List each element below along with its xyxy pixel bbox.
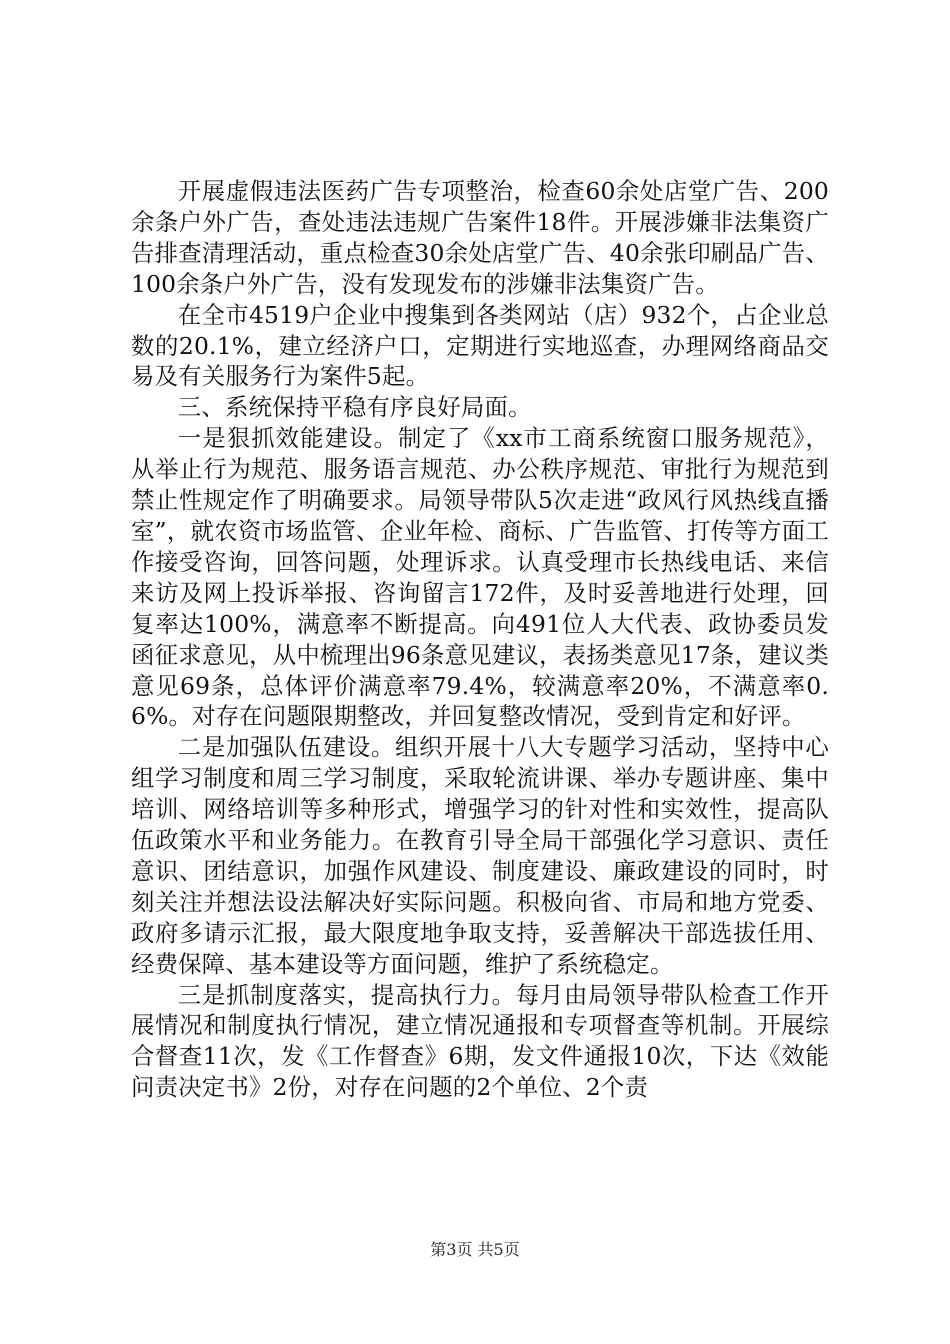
document-body (131, 176, 829, 1103)
paragraph-online-stores: 在全市4519户企业中搜集到各类网站（店）932个，占企业总数的20.1%，建立经济户口，定期进行实地巡查，办理网络商品交易及有关服务行为案件5起。 (131, 300, 829, 391)
paragraph-system-implementation: 三是抓制度落实，提高执行力。每月由局领导带队检查工作开展情况和制度执行情况，建立情况通报和专项督查等机制。开展综合督查11次，发《工作督查》6期，发文件通报10次，下达《效能问责决定书》2份，对存在问题的2个单位、2个责 (131, 980, 829, 1102)
page-number-footer: 第3页 共5页 (430, 1240, 520, 1259)
paragraph-team-building: 二是加强队伍建设。组织开展十八大专题学习活动，坚持中心组学习制度和周三学习制度，采取轮流讲课、举办专题讲座、集中培训、网络培训等多种形式，增强学习的针对性和实效性，提高队伍政策水平和业务能力。在教育引导全局干部强化学习意识、责任意识、团结意识，加强作风建设、制度建设、廉政建设的同时，时刻关注并想法设法解决好实际问题。积极向省、市局和地方党委、政府多请示汇报，最大限度地争取支持，妥善解决干部选拔任用、经费保障、基本建设等方面问题，维护了系统稳定。 (131, 733, 829, 978)
section-heading-3: 三、系统保持平稳有序良好局面。 (177, 393, 532, 422)
paragraph-ad-rectification: 开展虚假违法医药广告专项整治，检查60余处店堂广告、200余条户外广告，查处违法违规广告案件18件。开展涉嫌非法集资广告排查清理活动，重点检查30余处店堂广告、40余张印刷品广告、100余条户外广告，没有发现发布的涉嫌非法集资广告。 (131, 177, 829, 298)
paragraph-efficiency: 一是狠抓效能建设。制定了《xx市工商系统窗口服务规范》，从举止行为规范、服务语言规范、办公秩序规范、审批行为规范到禁止性规定作了明确要求。局领导带队5次走进“政风行风热线直播室”，就农资市场监管、企业年检、商标、广告监管、打传等方面工作接受咨询，回答问题，处理诉求。认真受理市长热线电话、来信来访及网上投诉举报、咨询留言172件，及时妥善地进行处理，回复率达100%，满意率不断提高。向491位人大代表、政协委员发函征求意见，从中梳理出96条意见建议，表扬类意见17条，建议类意见69条，总体评价满意率79.4%，较满意率20%，不满意率0.6%。对存在问题限期整改，并回复整改情况，受到肯定和好评。 (131, 424, 829, 731)
